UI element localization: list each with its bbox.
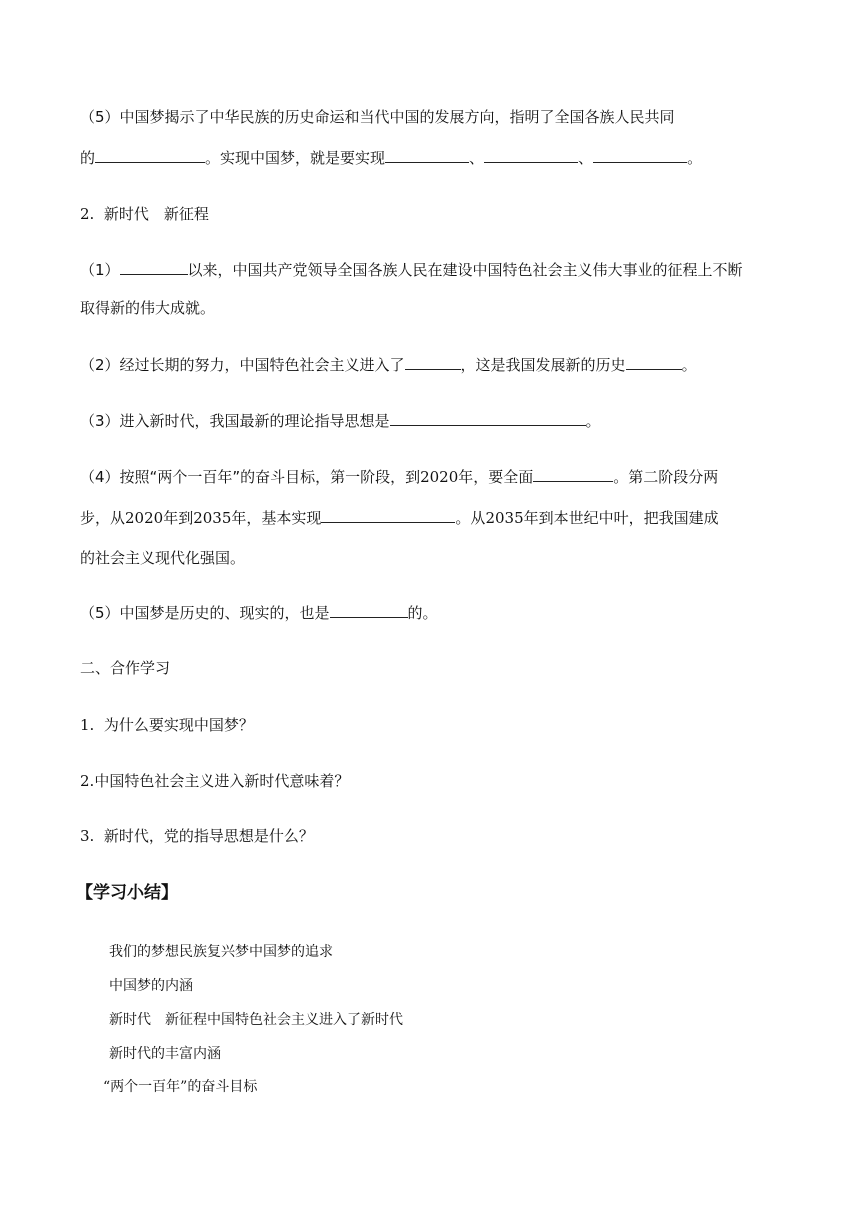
fill-blank[interactable] [626, 355, 682, 370]
fill-blank[interactable] [533, 467, 613, 482]
fill-blank[interactable] [120, 260, 188, 275]
item-2-3: （3）进入新时代，我国最新的理论指导思想是 。 [80, 412, 601, 430]
fill-blank[interactable] [405, 355, 461, 370]
item-2-5: （5）中国梦是历史的、现实的，也是 的。 [80, 604, 438, 622]
item-2-4-line3: 的社会主义现代化强国。 [80, 549, 246, 567]
question-2: 2.中国特色社会主义进入新时代意味着？ [80, 772, 350, 790]
fill-blank[interactable] [330, 603, 408, 618]
fill-blank[interactable] [321, 508, 455, 523]
question-3: 3. 新时代，党的指导思想是什么？ [80, 827, 314, 845]
fill-blank[interactable] [593, 148, 687, 163]
section-coop-title: 二、合作学习 [80, 659, 171, 677]
item-2-1-line1: （1） 以来，中国共产党领导全国各族人民在建设中国特色社会主义伟大事业的征程上不断 [80, 261, 743, 279]
summary-line: 中国梦的内涵 [109, 978, 193, 994]
item-2-4-line2: 步，从2020年到2035年，基本实现 。从2035年到本世纪中叶，把我国建成 [80, 509, 719, 527]
item-2-2: （2）经过长期的努力，中国特色社会主义进入了 ，这是我国发展新的历史 。 [80, 356, 697, 374]
summary-title: 【学习小结】 [76, 883, 178, 903]
item-1-5-line2: 的 。实现中国梦，就是要实现 、 、 。 [80, 149, 703, 167]
item-2-1-line2: 取得新的伟大成就。 [80, 299, 216, 317]
fill-blank[interactable] [390, 411, 586, 426]
summary-line: 新时代的丰富内涵 [109, 1046, 221, 1062]
summary-line: 新时代 新征程中国特色社会主义进入了新时代 [109, 1012, 403, 1028]
summary-line: “两个一百年”的奋斗目标 [103, 1079, 258, 1095]
item-1-5-line1: （5）中国梦揭示了中华民族的历史命运和当代中国的发展方向，指明了全国各族人民共同 [80, 108, 675, 126]
fill-blank[interactable] [385, 148, 469, 163]
section-2-heading: 2. 新时代 新征程 [80, 205, 209, 223]
question-1: 1. 为什么要实现中国梦？ [80, 716, 254, 734]
summary-line: 我们的梦想民族复兴梦中国梦的追求 [109, 944, 333, 960]
fill-blank[interactable] [484, 148, 578, 163]
item-2-4-line1: （4）按照“两个一百年”的奋斗目标，第一阶段，到2020年，要全面 。第二阶段分两 [80, 468, 719, 486]
fill-blank[interactable] [95, 148, 205, 163]
